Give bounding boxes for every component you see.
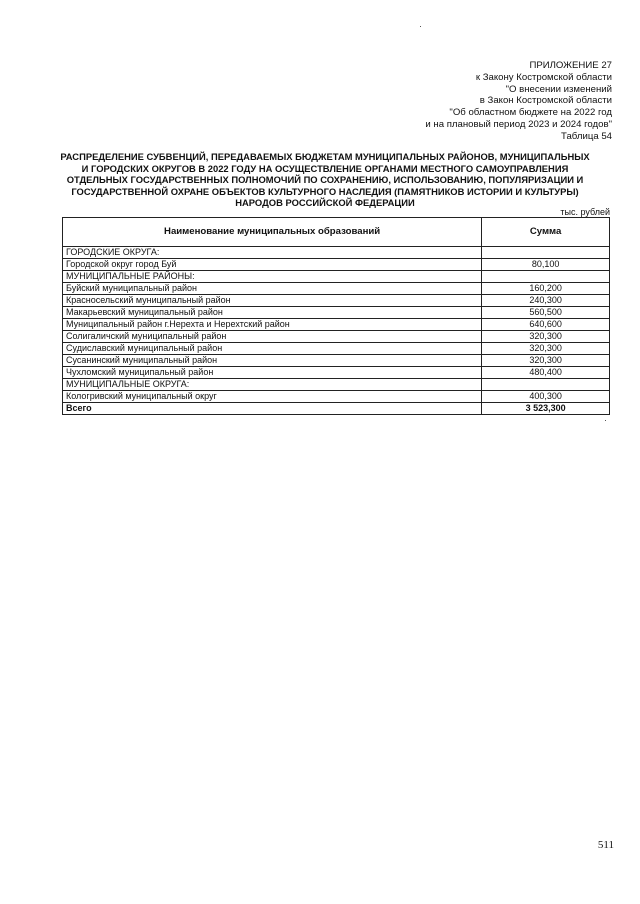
row-amount	[482, 379, 610, 391]
appendix-period-line: и на плановый период 2023 и 2024 годов"	[425, 118, 612, 130]
row-amount: 480,400	[482, 367, 610, 379]
row-amount: 560,500	[482, 307, 610, 319]
row-name: Муниципальный район г.Нерехта и Нерехтский район	[63, 319, 482, 331]
total-amount: 3 523,300	[482, 403, 610, 415]
table-row	[63, 391, 610, 403]
table-row	[63, 247, 610, 259]
table-row	[63, 283, 610, 295]
table-row	[63, 367, 610, 379]
table-number: Таблица 54	[561, 130, 612, 142]
distribution-table	[62, 217, 610, 415]
row-amount: 320,300	[482, 343, 610, 355]
column-header-amount: Сумма	[482, 218, 610, 247]
row-name: ГОРОДСКИЕ ОКРУГА:	[63, 247, 482, 259]
table-row	[63, 307, 610, 319]
total-row	[63, 403, 610, 415]
appendix-law-line: к Закону Костромской области	[475, 71, 612, 83]
appendix-number: ПРИЛОЖЕНИЕ 27	[529, 60, 612, 71]
appendix-budget-line: "Об областном бюджете на 2022 год	[449, 107, 612, 119]
appendix-header	[272, 60, 612, 143]
row-name: Городской округ город Буй	[63, 259, 482, 271]
row-amount: 400,300	[482, 391, 610, 403]
table-header-row	[63, 218, 610, 247]
appendix-law-line-2: в Закон Костромской области	[479, 95, 612, 107]
row-amount: 320,300	[482, 331, 610, 343]
row-amount: 240,300	[482, 295, 610, 307]
row-amount	[482, 271, 610, 283]
scan-speck	[605, 420, 606, 421]
row-name: Кологривский муниципальный округ	[63, 391, 482, 403]
row-name: Буйский муниципальный район	[63, 283, 482, 295]
page-number: 511	[597, 839, 614, 851]
row-name: Чухломский муниципальный район	[63, 367, 482, 379]
table-row	[63, 355, 610, 367]
table-row	[63, 271, 610, 283]
document-title: РАСПРЕДЕЛЕНИЕ СУБВЕНЦИЙ, ПЕРЕДАВАЕМЫХ БЮДЖЕТАМ МУНИЦИПАЛЬНЫХ РАЙОНОВ, МУНИЦИПАЛЬНЫХ И ГОРОДСКИХ ОКРУГОВ В 2022 ГОДУ НА ОСУЩЕСТВЛЕНИЕ ОРГАНАМИ МЕСТНОГО САМОУПРАВЛЕНИЯ ОТДЕЛЬНЫХ ГОСУДАРСТВЕННЫХ ПОЛНОМОЧИЙ ПО СОХРАНЕНИЮ, ИСПОЛЬЗОВАНИЮ, ПОПУЛЯРИЗАЦИИ И ГОСУДАРСТВЕННОЙ ОХРАНЕ ОБЪЕКТОВ КУЛЬТУРНОГО НАСЛЕДИЯ (ПАМЯТНИКОВ ИСТОРИИ И КУЛЬТУРЫ) НАРОДОВ РОССИЙСКОЙ ФЕДЕРАЦИИ	[60, 151, 590, 209]
row-amount: 320,300	[482, 355, 610, 367]
table-row	[63, 379, 610, 391]
row-amount: 160,200	[482, 283, 610, 295]
row-amount	[482, 247, 610, 259]
units-label: тыс. рублей	[560, 207, 610, 217]
column-header-name: Наименование муниципальных образований	[63, 218, 482, 247]
table-row	[63, 259, 610, 271]
row-name: Судиславский муниципальный район	[63, 343, 482, 355]
total-label: Всего	[63, 403, 482, 415]
table-row	[63, 295, 610, 307]
row-amount: 80,100	[482, 259, 610, 271]
row-amount: 640,600	[482, 319, 610, 331]
row-name: Сусанинский муниципальный район	[63, 355, 482, 367]
row-name: Макарьевский муниципальный район	[63, 307, 482, 319]
row-name: МУНИЦИПАЛЬНЫЕ ОКРУГА:	[63, 379, 482, 391]
table-row	[63, 343, 610, 355]
row-name: Солигаличский муниципальный район	[63, 331, 482, 343]
row-name: МУНИЦИПАЛЬНЫЕ РАЙОНЫ:	[63, 271, 482, 283]
table-row	[63, 331, 610, 343]
row-name: Красносельский муниципальный район	[63, 295, 482, 307]
table-row	[63, 319, 610, 331]
appendix-amendment-line: "О внесении изменений	[505, 83, 612, 95]
scan-speck	[420, 26, 421, 27]
